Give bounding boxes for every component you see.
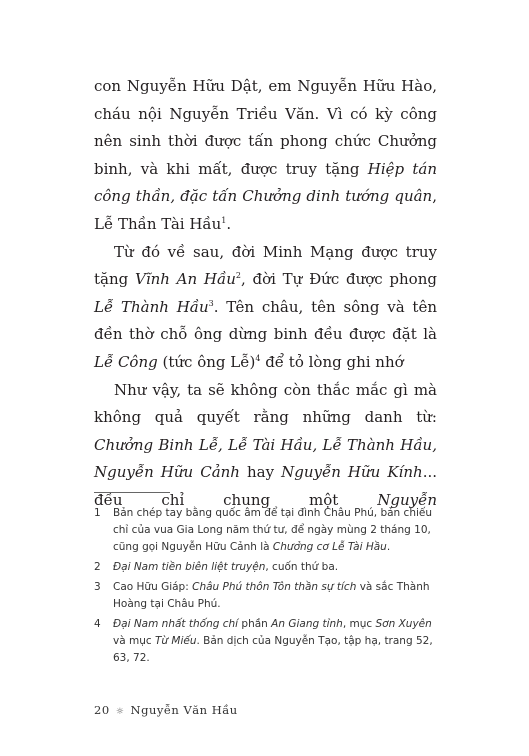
text-run: và mục: [113, 635, 155, 647]
text-run: để tỏ lòng ghi nhớ: [260, 352, 404, 371]
text-run: (tức ông Lễ): [157, 352, 256, 371]
body-text: [94, 73, 437, 515]
footnote-text: [113, 505, 438, 556]
page-number: 20: [94, 703, 110, 717]
italic-text: Đại Nam nhất thống chí: [113, 618, 239, 630]
footnote: [94, 559, 438, 576]
text-run: phần: [238, 618, 272, 630]
paragraph: [94, 239, 437, 377]
footnote: [94, 505, 438, 556]
footnote-marker: 4: [255, 353, 261, 363]
footnote-number: 3: [94, 581, 101, 593]
italic-text: Đại Nam tiền biên liệt truyện: [113, 561, 266, 573]
text-run: , Lễ Thần Tài Hầu: [94, 187, 437, 233]
footnote: [94, 579, 438, 613]
italic-text: Sơn Xuyên: [375, 618, 432, 630]
italic-text: Chưởng Binh Lễ, Lễ Tài Hầu, Lễ Thành Hầu, Nguyễn Hữu Cảnh: [94, 435, 437, 482]
italic-text: Chưởng cơ Lễ Tài Hầu: [272, 541, 387, 553]
footnote-number: 1: [94, 507, 101, 519]
text-run: .: [386, 541, 391, 553]
footnote-divider: [94, 492, 170, 493]
text-run: . Bản dịch của Nguyễn Tạo, tập hạ, trang 52, 63, 72.: [113, 635, 433, 664]
text-run: Cao Hữu Giáp:: [113, 581, 193, 593]
footnote-marker: 3: [208, 298, 214, 308]
italic-text: An Giang tỉnh: [271, 618, 343, 630]
ornament-icon: ☼: [115, 707, 125, 717]
text-run: , cuốn thứ ba.: [265, 561, 339, 573]
italic-text: Nguyễn: [377, 490, 437, 509]
italic-text: Lễ Công: [94, 352, 158, 371]
footnotes: [94, 505, 438, 670]
text-run: , đời Tự Đức được phong: [240, 270, 437, 289]
footnote-marker: 2: [235, 271, 241, 281]
italic-text: Châu Phú thôn Tôn thần sự tích: [192, 581, 357, 593]
text-run: Từ đó về sau, đời Minh Mạng được truy tặng: [94, 242, 437, 289]
paragraph: [94, 377, 437, 515]
page-footer: [94, 703, 238, 717]
footnote-text: [113, 616, 438, 667]
text-run: hay: [239, 463, 282, 482]
text-run: . Tên châu, tên sông và tên đền thờ chỗ ông dừng binh đều được đặt là: [94, 297, 437, 344]
italic-text: Từ Miếu: [154, 635, 197, 647]
text-run: ... đều chỉ chung một: [94, 463, 437, 509]
text-run: và sắc Thành Hoàng tại Châu Phú.: [113, 581, 430, 610]
footnote-text: [113, 579, 438, 613]
footnote: [94, 616, 438, 667]
footnote-text: [113, 559, 438, 576]
text-run: Như vậy, ta sẽ không còn thắc mắc gì mà không quả quyết rằng những danh từ:: [94, 380, 437, 427]
italic-text: Hiệp tán công thần, đặc tấn Chưởng dinh tướng quân: [94, 159, 437, 206]
text-run: con Nguyễn Hữu Dật, em Nguyễn Hữu Hào, cháu nội Nguyễn Triều Văn. Vì có kỳ công nên sinh thời được tấn phong chức Chưởng binh, và khi mất, được truy tặng: [94, 77, 437, 178]
text-run: Bản chép tay bằng quốc âm để tại đình Châu Phú, bản chiếu chỉ của vua Gia Long năm thứ tư, để ngày mùng 2 tháng 10, cũng gọi Nguyễn Hữu Cảnh là: [113, 507, 433, 553]
paragraph: [94, 73, 437, 239]
text-run: .: [226, 214, 232, 233]
footnote-number: 2: [94, 561, 101, 573]
italic-text: Lễ Thành Hầu: [94, 297, 209, 316]
text-run: , mục: [342, 618, 376, 630]
footnote-marker: 1: [221, 215, 227, 225]
italic-text: Vĩnh An Hầu: [134, 270, 236, 289]
footnote-number: 4: [94, 618, 101, 630]
author-name: Nguyễn Văn Hầu: [130, 703, 238, 717]
italic-text: Nguyễn Hữu Kính: [281, 463, 423, 482]
